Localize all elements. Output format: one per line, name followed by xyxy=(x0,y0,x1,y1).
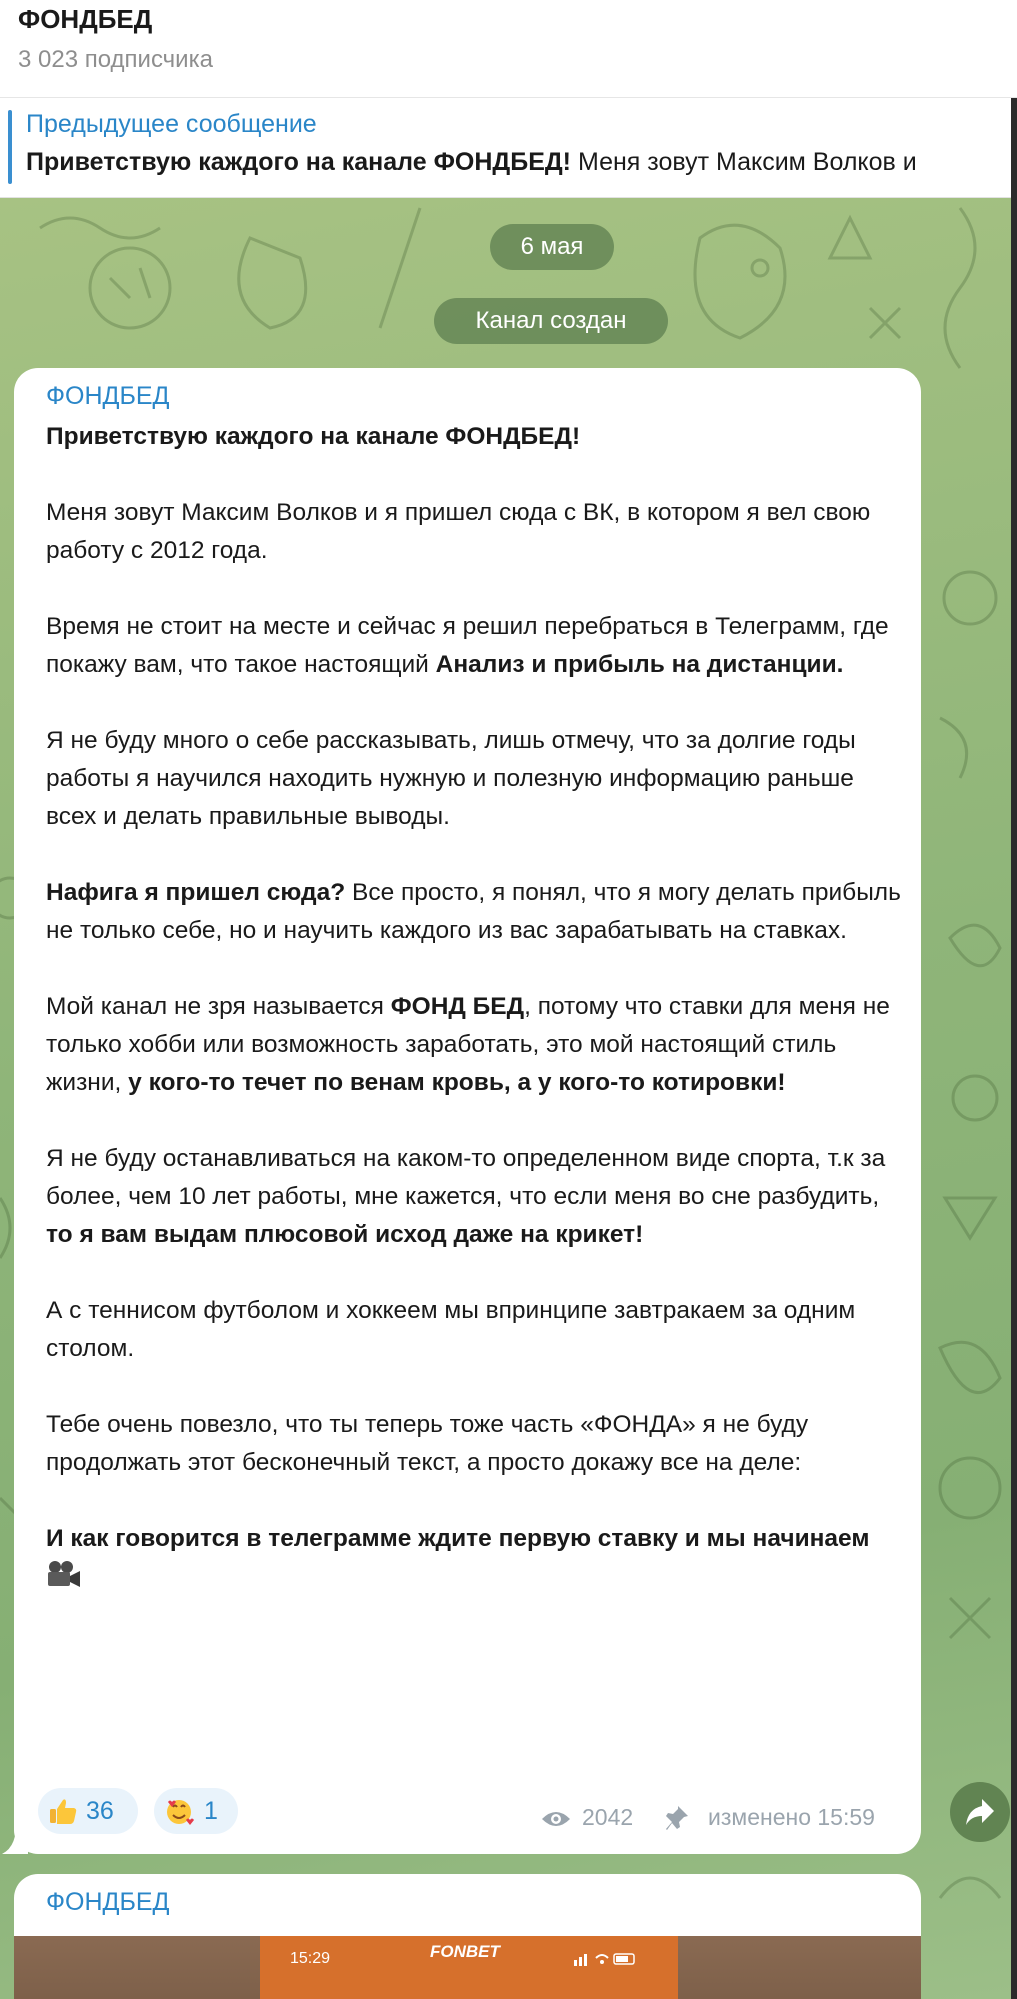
pinned-preview-rest: Меня зовут Максим Волков и xyxy=(571,148,917,176)
screenshot-image xyxy=(260,1936,678,1999)
reaction-thumbs-up[interactable] xyxy=(38,1788,138,1834)
text-bold: у кого-то течет по венам кровь, а у кого-то котировки! xyxy=(128,1069,786,1096)
message-paragraph xyxy=(46,1140,906,1254)
message-author[interactable]: ФОНДБЕД xyxy=(46,1888,170,1916)
message-paragraph: Тебе очень повезло, что ты теперь тоже часть «ФОНДА» я не буду продолжать этот бесконечный текст, а просто докажу все на деле: xyxy=(46,1411,809,1476)
message-paragraph xyxy=(46,418,906,456)
channel-title[interactable]: ФОНДБЕД xyxy=(18,4,153,34)
pinned-label: Предыдущее сообщение xyxy=(26,110,317,138)
pin-icon xyxy=(664,1804,690,1832)
forward-button[interactable] xyxy=(950,1782,1010,1842)
greeting-bold: Приветствую каждого на канале ФОНДБЕД! xyxy=(46,423,581,450)
thumbs-up-icon xyxy=(48,1796,78,1826)
chat-area[interactable] xyxy=(0,198,1017,1999)
message-paragraph xyxy=(46,608,906,684)
message-paragraph xyxy=(46,1520,906,1596)
message-paragraph: Меня зовут Максим Волков и я пришел сюда с ВК, в котором я вел свою работу с 2012 года. xyxy=(46,499,871,564)
message-bubble-2[interactable] xyxy=(14,1874,921,1999)
smiling-face-with-hearts-icon xyxy=(164,1796,194,1826)
service-message: Канал создан xyxy=(434,298,668,344)
status-time: 15:29 xyxy=(290,1950,331,1967)
edited-timestamp: изменено 15:59 xyxy=(708,1804,875,1830)
eye-icon xyxy=(540,1808,572,1830)
date-separator: 6 мая xyxy=(490,224,614,270)
view-count: 2042 xyxy=(582,1804,634,1830)
text-run: Все просто, я понял, что я могу делать прибыль не только себе, но и научить каждого из вас зарабатывать на ставках. xyxy=(46,879,901,944)
reaction-count: 1 xyxy=(204,1797,218,1825)
message-paragraph xyxy=(46,874,906,950)
text-bold: Нафига я пришел сюда? xyxy=(46,879,346,906)
subscriber-count: 3 023 подписчика xyxy=(18,46,213,73)
text-bold: Анализ и прибыль на дистанции. xyxy=(435,651,844,678)
share-arrow-icon xyxy=(964,1797,996,1827)
channel-header[interactable] xyxy=(0,0,1017,98)
pinned-preview[interactable] xyxy=(26,148,917,177)
pinned-preview-bold: Приветствую каждого на канале ФОНДБЕД! xyxy=(26,148,572,176)
text-run: Мой канал не зря называется xyxy=(46,993,391,1020)
message-author[interactable]: ФОНДБЕД xyxy=(46,382,170,410)
movie-camera-icon xyxy=(46,1560,82,1590)
pinned-accent-bar xyxy=(8,110,12,184)
message-media-photo[interactable] xyxy=(14,1936,921,1999)
reaction-count: 36 xyxy=(86,1797,114,1825)
message-paragraph: Я не буду много о себе рассказывать, лишь отмечу, что за долгие годы работы я научился находить нужную и полезную информацию раньше всех и делать правильные выводы. xyxy=(46,727,856,830)
text-bold: ФОНД БЕД xyxy=(390,993,525,1020)
signal-battery-icon xyxy=(574,1952,644,1966)
text-bold: то я вам выдам плюсовой исход даже на крикет! xyxy=(46,1221,644,1248)
brand-logo: FONBET xyxy=(430,1942,500,1961)
message-paragraph xyxy=(46,988,906,1102)
message-paragraph: А с теннисом футболом и хоккеем мы впринципе завтракаем за одним столом. xyxy=(46,1297,856,1362)
reaction-smiling-hearts[interactable] xyxy=(154,1788,238,1834)
text-run: , потому что ставки для меня не только хобби или возможность заработать, это мой настоящий стиль жизни, xyxy=(46,993,890,1096)
pinned-message-bar[interactable] xyxy=(0,98,1017,198)
message-bubble[interactable] xyxy=(14,368,921,1854)
text-run: Время не стоит на месте и сейчас я решил перебраться в Телеграмм, где покажу вам, что такое настоящий xyxy=(46,613,889,678)
window-edge xyxy=(1011,98,1017,1999)
text-run: Я не буду останавливаться на каком-то определенном виде спорта, т.к за более, чем 10 лет работы, мне кажется, что если меня во сне разбудить, xyxy=(46,1145,886,1210)
text-bold: И как говорится в телеграмме ждите первую ставку и мы начинаем xyxy=(46,1525,870,1552)
message-text xyxy=(46,418,906,1634)
